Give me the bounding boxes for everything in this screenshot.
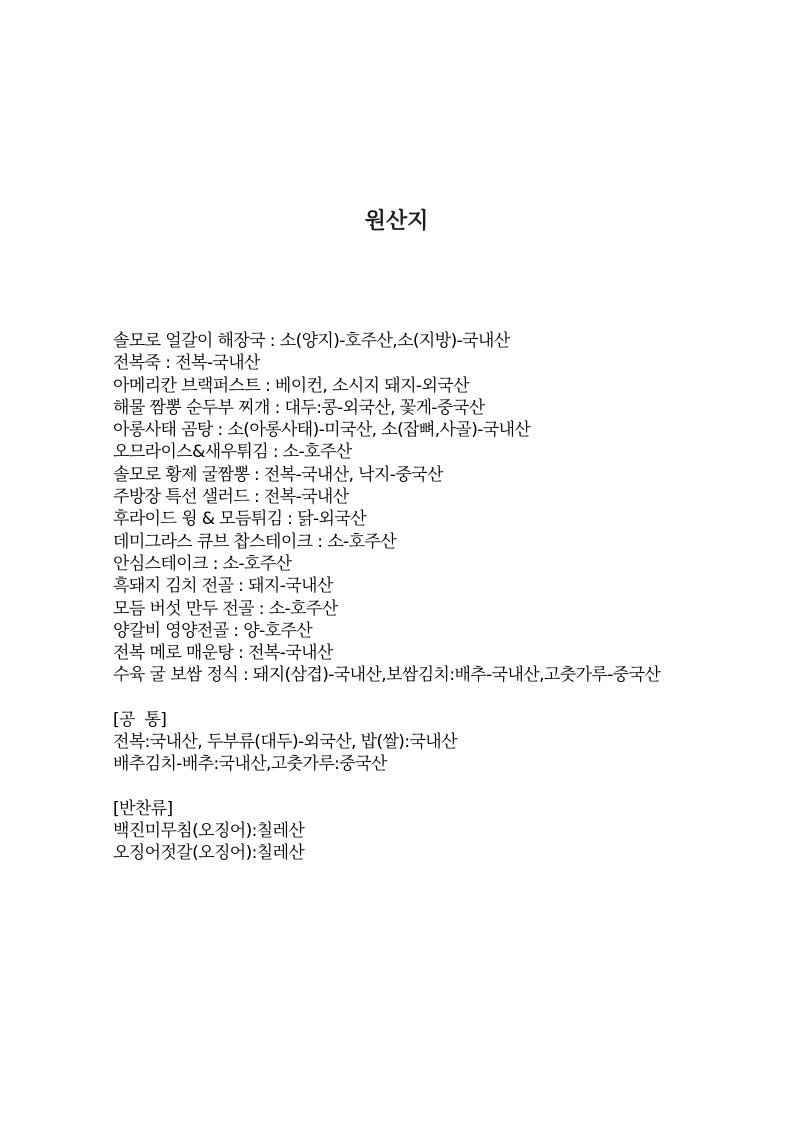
side-dish-line: 오징어젓갈(오징어):칠레산 [113,843,305,864]
menu-origin-list [113,330,773,687]
menu-origin-line: 후라이드 윙 & 모듬튀김 : 닭-외국산 [113,509,367,530]
menu-origin-line: 아롱사태 곰탕 : 소(아롱사태)-미국산, 소(잡뼈,사골)-국내산 [113,420,531,441]
menu-origin-line: 데미그라스 큐브 찹스테이크 : 소-호주산 [113,531,397,552]
menu-origin-line: 아메리칸 브랙퍼스트 : 베이컨, 소시지 돼지-외국산 [113,375,469,396]
common-section [113,709,773,776]
side-dishes-section [113,798,773,865]
menu-origin-line: 수육 굴 보쌈 정식 : 돼지(삼겹)-국내산,보쌈김치:배추-국내산,고춧가루-중국산 [113,665,661,686]
menu-origin-line: 모듬 버섯 만두 전골 : 소-호주산 [113,598,338,619]
common-heading: [공 통] [113,709,167,730]
menu-origin-line: 해물 짬뽕 순두부 찌개 : 대두:콩-외국산, 꽃게-중국산 [113,397,485,418]
section-spacer [113,687,773,709]
menu-origin-line: 안심스테이크 : 소-호주산 [113,553,292,574]
menu-origin-line: 전복죽 : 전복-국내산 [113,353,260,374]
menu-origin-line: 전복 메로 매운탕 : 전복-국내산 [113,643,333,664]
common-line: 배추김치-배추:국내산,고춧가루:중국산 [113,754,387,775]
common-line: 전복:국내산, 두부류(대두)-외국산, 밥(쌀):국내산 [113,732,457,753]
side-dishes-heading: [반찬류] [113,798,173,819]
menu-origin-line: 솔모로 얼갈이 해장국 : 소(양지)-호주산,소(지방)-국내산 [113,331,510,351]
menu-origin-line: 흑돼지 김치 전골 : 돼지-국내산 [113,576,333,597]
page-title: 원산지 [364,209,429,234]
origin-content [113,330,773,865]
section-spacer [113,776,773,798]
menu-origin-line: 솔모로 황제 굴짬뽕 : 전복-국내산, 낙지-중국산 [113,464,443,485]
menu-origin-line: 오므라이스&새우튀김 : 소-호주산 [113,442,352,463]
side-dish-line: 백진미무침(오징어):칠레산 [113,820,305,841]
menu-origin-line: 양갈비 영양전골 : 양-호주산 [113,620,313,641]
menu-origin-line: 주방장 특선 샐러드 : 전복-국내산 [113,487,349,508]
